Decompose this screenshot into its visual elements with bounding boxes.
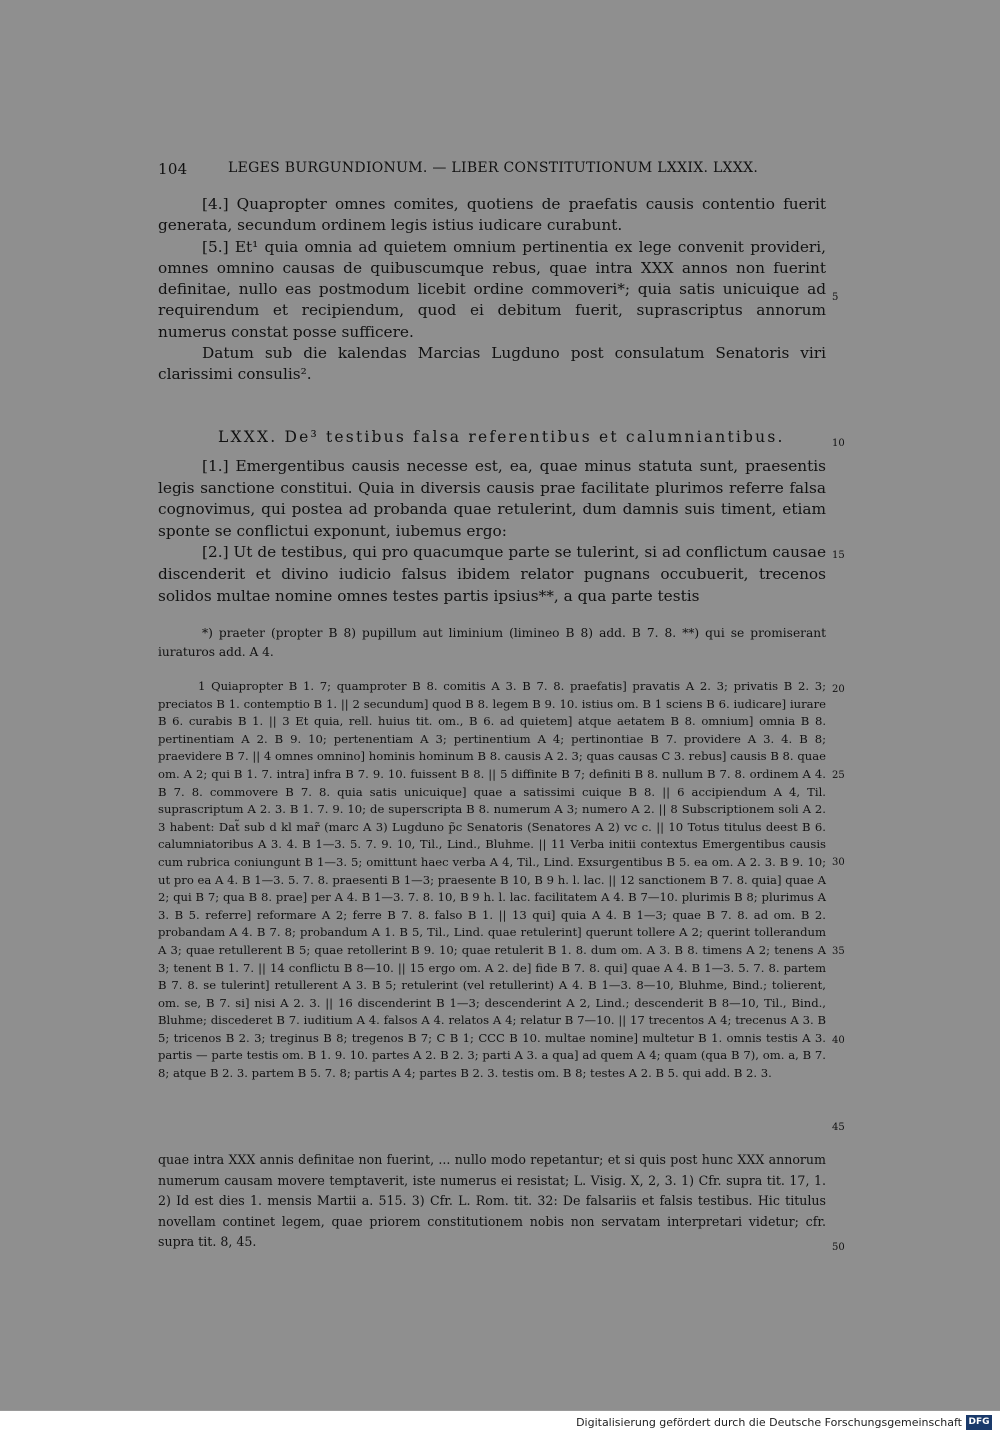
line-number: 35	[832, 946, 845, 957]
paragraph-2: [2.] Ut de testibus, qui pro quacumque parte se tulerint, si ad conflictum causae discenderit et divino iudicio falsus ibidem relator pugnans occubuerit, trecenos solidos multae nomine omnes testes partis ipsius**, a qua parte testis	[158, 543, 826, 605]
line-number: 15	[832, 550, 845, 561]
body-text-lxxx	[158, 456, 826, 607]
paragraph-5: [5.] Et¹ quia omnia ad quietem omnium pertinentia ex lege convenit provideri, omnes omnino causas de quibuscumque rebus, quae intra XXX annos non fuerint definitae, nullo eas postmodum licebit ordine commoveri*; quia satis unicuique ad requirendum et recipiendum, quod ei debitum fuerit, suprascriptus annorum numerus constat posse sufficere.	[158, 237, 826, 341]
line-number: 20	[832, 684, 845, 695]
numbered-notes	[158, 1150, 826, 1253]
dfg-logo[interactable]: DFG	[966, 1415, 992, 1430]
line-number: 5	[832, 292, 839, 303]
funding-credit: Digitalisierung gefördert durch die Deutsche Forschungsgemeinschaft	[576, 1416, 962, 1429]
line-number: 50	[832, 1242, 845, 1253]
page-number: 104	[158, 160, 188, 178]
asterisk-footnotes	[158, 624, 826, 662]
paragraph-4: [4.] Quapropter omnes comites, quotiens de praefatis causis contentio fuerit generata, secundum ordinem legis istius iudicare curabunt.	[158, 195, 826, 235]
asterisk-footnote-text: *) praeter (propter B 8) pupillum aut liminium (limineo B 8) add. B 7. 8. **) qui se promiserant iuraturos add. A 4.	[158, 626, 826, 659]
section-heading-lxxx: LXXX. De³ testibus falsa referentibus et calumniantibus.	[218, 428, 785, 446]
apparatus-text: 1 Quiapropter B 1. 7; quamproter B 8. comitis A 3. B 7. 8. praefatis] pravatis A 2. 3; privatis B 2. 3; preciatos B 1. contemptio B 1. || 2 secundum] quod B 8. legem B 9. 10. istius om. B 1 sciens B 6. iudicare] iurare B 6. curabis B 1. || 3 Et quia, rell. huius tit. om., B 6. ad quietem] atque aetatem B 8. omnium] omnia B 8. pertinentiam A 2. B 9. 10; pertenentiam A 3; pertinentium A 4; pertinontiae B 7. providere A 3. 4. B 8; praevidere B 7. || 4 omnes omnino] hominis hominum B 8. causis A 2. 3; quas causas C 3. rebus] causis B 8. quae om. A 2; qui B 1. 7. intra] infra B 7. 9. 10. fuissent B 8. || 5 diffinite B 7; definiti B 8. nullum B 7. 8. ordinem A 4. B 7. 8. commovere B 7. 8. quia satis unicuique] quae a satissimi cuique B 8. || 6 accipiendum A 4, Til. suprascriptum A 2. 3. B 1. 7. 9. 10; de superscripta B 8. numerum A 3; numero A 2. || 8 Subscriptionem soli A 2. 3 habent: Dat̃ sub d kl mar̃ (marc A 3) Lugduno p̃c Senatoris (Senatores A 2) vc c. || 10 Totus titulus deest B 6. calumniatoribus A 3. 4. B 1—3. 5. 7. 9. 10, Til., Lind., Bluhme. || 11 Verba initii contextus Emergentibus causis cum rubrica coniungunt B 1—3. 5; omittunt haec verba A 4, Til., Lind. Exsurgentibus B 5. ea om. A 2. 3. B 9. 10; ut pro ea A 4. B 1—3. 5. 7. 8. praesenti B 1—3; praesente B 10, B 9 h. l. lac. || 12 sanctionem B 7. 8. quia] quae A 2; qui B 7; qua B 8. prae] per A 4. B 1—3. 7. 8. 10, B 9 h. l. lac. facilitatem A 4. B 7—10. plurimis B 8; plurimus A 3. B 5. referre] reformare A 2; ferre B 7. 8. falso B 1. || 13 qui] quia A 4. B 1—3; quae B 7. 8. ad om. B 2. probandam A 4. B 7. 8; probandum A 1. B 5, Til., Lind. quae retulerint] querunt tollere A 2; querint tollerandum A 3; quae retullerent B 5; quae retollerint B 9. 10; quae retulerit B 1. 8. dum om. A 3. B 8. timens A 2; tenens A 3; tenent B 1. 7. || 14 conflictu B 8—10. || 15 ergo om. A 2. de] fide B 7. 8. qui] quae A 4. B 1—3. 5. 7. 8. partem B 7. 8. se tulerint] retullerent A 3. B 5; retulerint (vel retullerint) A 4. B 1—3. 8—10, Bluhme, Bind.; tolierent, om. se, B 7. si] nisi A 2. 3. || 16 discenderint B 1—3; descenderint A 2, Lind.; descenderit B 8—10, Til., Bind., Bluhme; discederet B 7. iuditium A 4. falsos A 4. relatos A 4; relatur B 7—10. || 17 trecentos A 4; trecenus A 3. B 5; tricenos B 2. 3; treginus B 8; tregenos B 7; C B 1; CCC B 10. multae nomine] multetur B 1. omnis testis A 3. partis — parte testis om. B 1. 9. 10. partes A 2. B 2. 3; parti A 3. a qua] ad quem A 4; quam (qua B 7), om. a, B 7. 8; atque B 2. 3. partem B 5. 7. 8; partis A 4; partes B 2. 3. testis om. B 8; testes A 2. B 5. qui add. B 2. 3.	[158, 679, 826, 1081]
line-number: 25	[832, 770, 845, 781]
datum-line: Datum sub die kalendas Marcias Lugduno post consulatum Senatoris viri clarissimi consulis².	[158, 344, 826, 384]
notes-text: quae intra XXX annis definitae non fuerint, ... nullo modo repetantur; et si quis post hunc XXX annorum numerum causam movere temptaverit, iste numerus ei resistat; L. Visig. X, 2, 3. 1) Cfr. supra tit. 17, 1. 2) Id est dies 1. mensis Martii a. 515. 3) Cfr. L. Rom. tit. 32: De falsariis et falsis testibus. Hic titulus novellam continet legem, quae priorem constitutionem nobis non servatam interpretari videtur; cfr. supra tit. 8, 45.	[158, 1152, 826, 1250]
critical-apparatus	[158, 678, 826, 1083]
body-text-lxxix	[158, 194, 826, 386]
viewer-footer	[0, 1410, 1000, 1435]
line-number: 45	[832, 1122, 845, 1133]
line-number: 30	[832, 857, 845, 868]
line-number: 40	[832, 1035, 845, 1046]
line-number: 10	[832, 438, 845, 449]
running-head-title: LEGES BURGUNDIONUM. — LIBER CONSTITUTIONUM LXXIX. LXXX.	[228, 160, 759, 176]
paragraph-1: [1.] Emergentibus causis necesse est, ea, quae minus statuta sunt, praesentis legis sanctione constitui. Quia in diversis causis prae facilitate plurimos referre falsa cognovimus, qui postea ad probanda quae retulerint, dum damnis suis timent, etiam sponte se conflictui exponunt, iubemus ergo:	[158, 457, 826, 540]
